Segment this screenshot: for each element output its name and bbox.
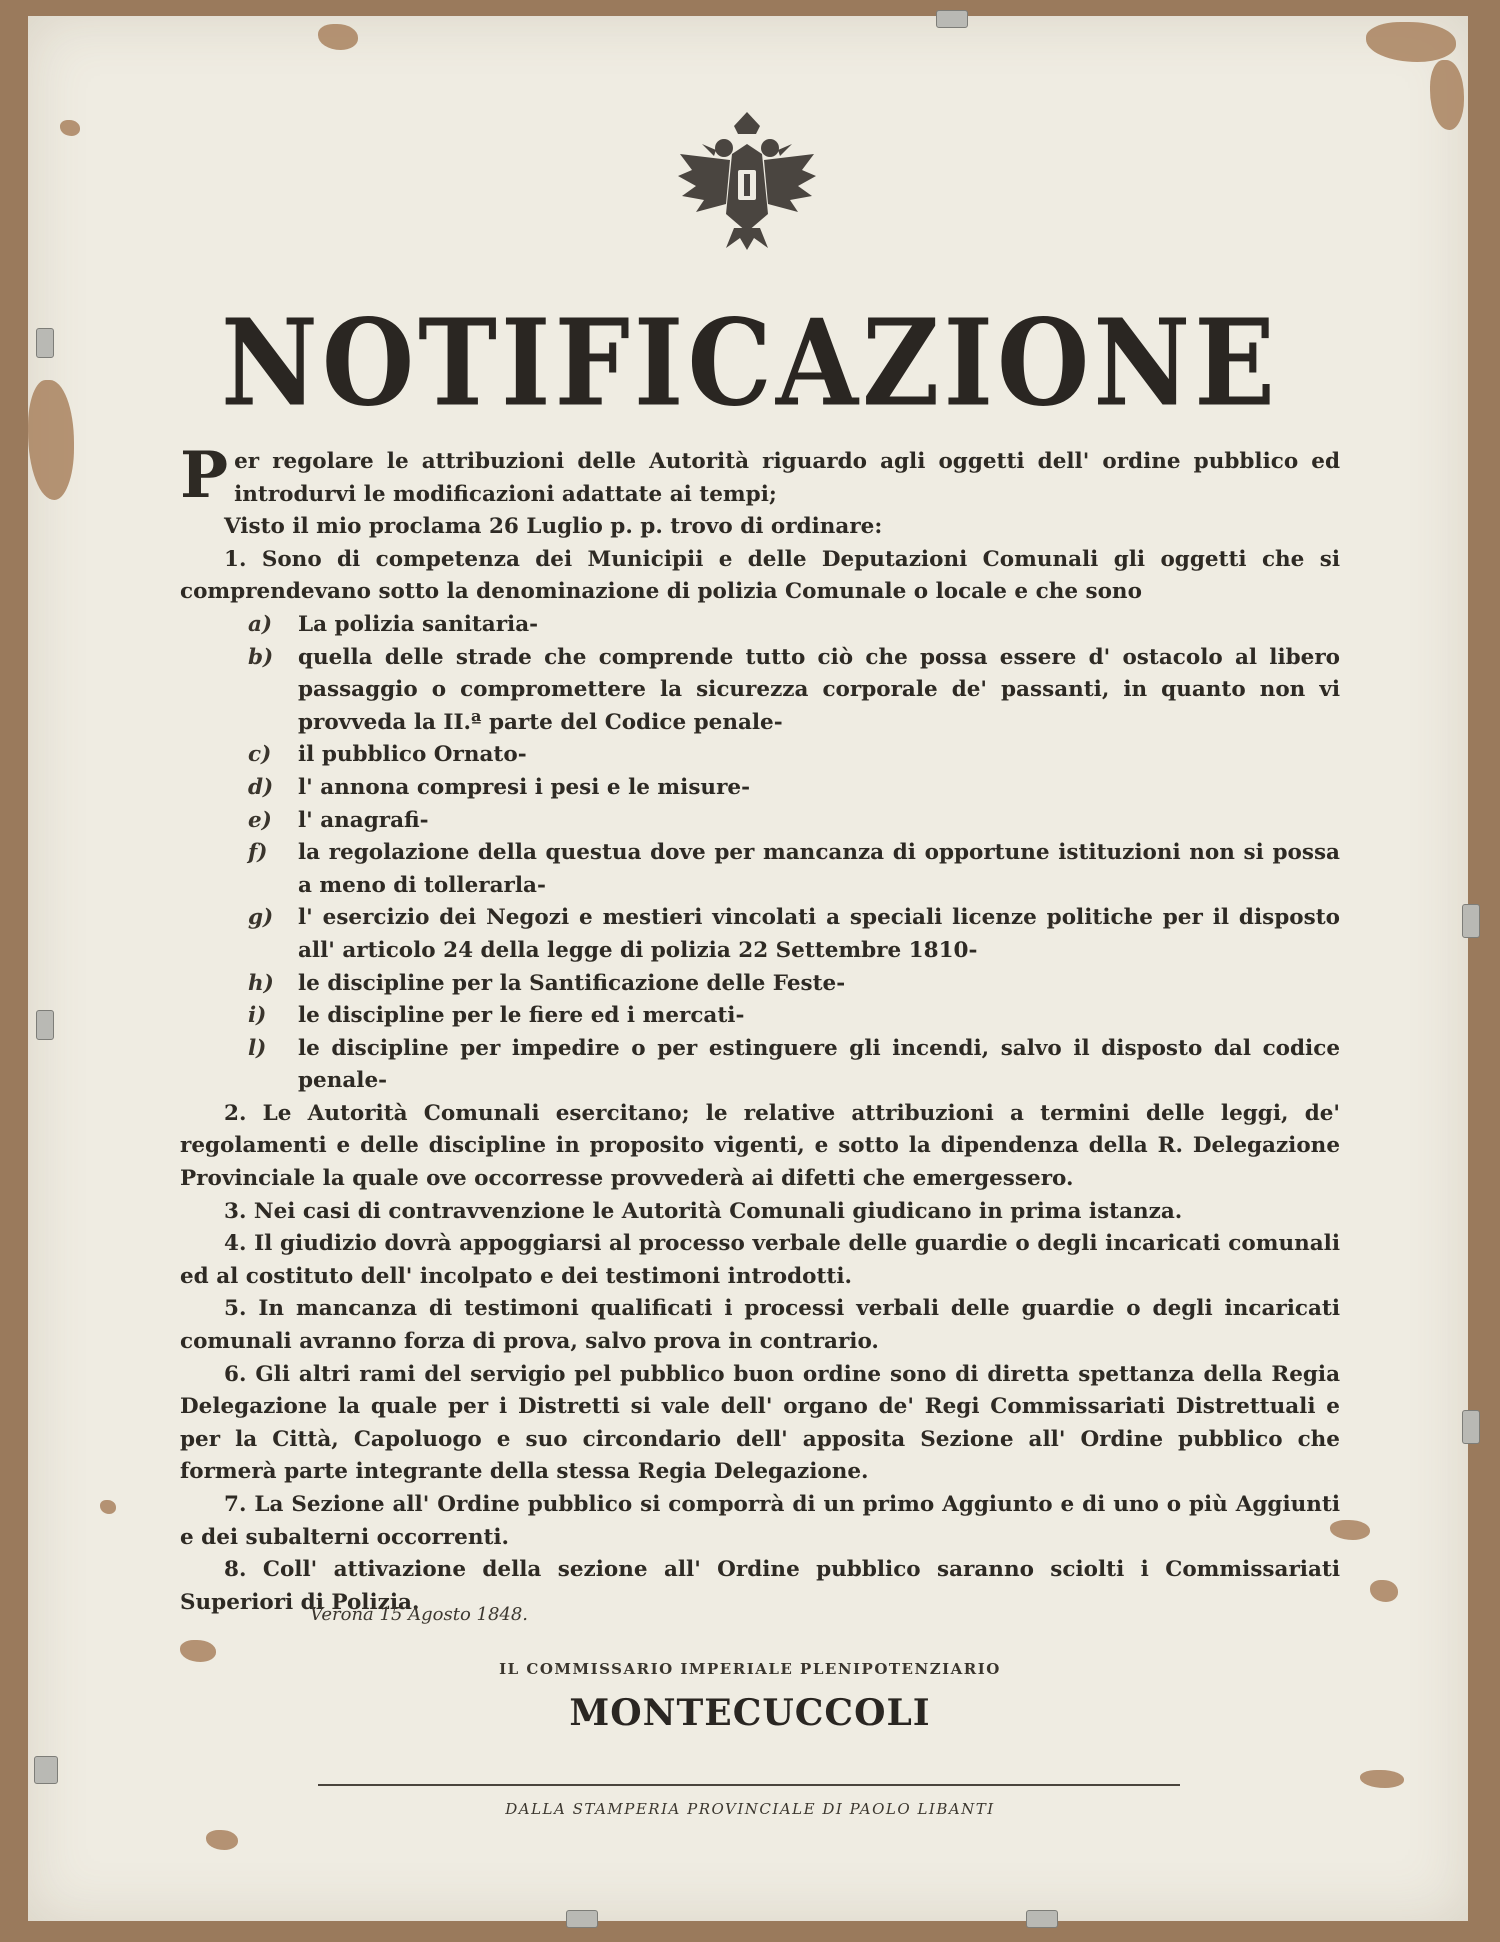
- stain: [100, 1500, 116, 1514]
- article-1-items: [180, 609, 1340, 1098]
- place-date: Verona 15 Agosto 1848.: [310, 1604, 529, 1625]
- intro-paragraph: [180, 438, 1340, 513]
- item-text: quella delle strade che comprende tutto ciò che possa essere d' ostacolo al libero passaggio o compromettere la sicurezza corporale de' passanti, in quanto non vi provveda la II.ª parte del Codice penale-: [298, 644, 1340, 735]
- item-marker: a): [248, 611, 273, 637]
- article-7: 7. La Sezione all' Ordine pubblico si comporrà di un primo Aggiunto e di uno o più Aggiunti e dei subalterni occorrenti.: [180, 1492, 1340, 1550]
- frame-clip: [936, 10, 968, 28]
- list-item: [180, 1033, 1340, 1098]
- list-item: [180, 609, 1340, 642]
- visto-line: Visto il mio proclama 26 Luglio p. p. trovo di ordinare:: [224, 514, 883, 540]
- notice-title: NOTIFICAZIONE: [220, 292, 1280, 433]
- divider: [318, 1784, 1180, 1786]
- stain: [60, 120, 80, 136]
- list-item: [180, 1000, 1340, 1033]
- item-marker: g): [248, 905, 274, 931]
- item-marker: d): [248, 774, 274, 800]
- frame-clip: [1462, 904, 1480, 938]
- list-item: [180, 772, 1340, 805]
- item-text: le discipline per le fiere ed i mercati-: [298, 1003, 745, 1029]
- list-item: [180, 902, 1340, 967]
- double-headed-eagle-icon: [672, 104, 822, 254]
- item-text: La polizia sanitaria-: [298, 611, 539, 637]
- article-4: 4. Il giudizio dovrà appoggiarsi al processo verbale delle guardie o degli incaricati comunali ed al costituto dell' incolpato e dei testimoni introdotti.: [180, 1231, 1340, 1289]
- item-text: le discipline per la Santificazione delle Feste-: [298, 970, 846, 996]
- item-marker: b): [248, 644, 274, 670]
- frame-clip: [36, 1010, 54, 1040]
- list-item: [180, 968, 1340, 1001]
- item-marker: f): [248, 840, 268, 866]
- frame-clip: [566, 1910, 598, 1928]
- item-text: l' esercizio dei Negozi e mestieri vincolati a speciali licenze politiche per il disposto all' articolo 24 della legge di polizia 22 Settembre 1810-: [298, 905, 1340, 963]
- notice-body: [180, 438, 1340, 1619]
- article-5: 5. In mancanza di testimoni qualificati i processi verbali delle guardie o degli incaricati comunali avranno forza di prova, salvo prova in contrario.: [180, 1296, 1340, 1355]
- printer-line: DALLA STAMPERIA PROVINCIALE DI PAOLO LIBANTI: [505, 1800, 995, 1818]
- item-marker: i): [248, 1003, 267, 1029]
- article-2: 2. Le Autorità Comunali esercitano; le relative attribuzioni a termini delle leggi, de' regolamenti e delle discipline in proposito vigenti, e sotto la dipendenza della R. Delegazione Provinciale la quale ove occorresse provvederà ai difetti che emergessero.: [180, 1100, 1340, 1192]
- intro-text: er regolare le attribuzioni delle Autorità riguardo agli oggetti dell' ordine pubblico ed introdurvi le modificazioni adattate ai tempi;: [234, 449, 1340, 507]
- list-item: [180, 837, 1340, 902]
- item-marker: h): [248, 970, 274, 996]
- item-text: l' anagrafi-: [298, 807, 429, 833]
- article-6: 6. Gli altri rami del servigio pel pubblico buon ordine sono di diretta spettanza della Regia Delegazione la quale per i Distretti si vale dell' organo de' Regi Commissariati Distrettuali e per la Città, Capoluogo e suo circondario dell' apposita Sezione all' Ordine pubblico che formerà parte integrante della stessa Regia Delegazione.: [180, 1361, 1340, 1485]
- list-item: [180, 805, 1340, 838]
- item-text: il pubblico Ornato-: [298, 742, 527, 768]
- frame-clip: [1462, 1410, 1480, 1444]
- frame-clip: [1026, 1910, 1058, 1928]
- item-text: le discipline per impedire o per estinguere gli incendi, salvo il disposto dal codice penale-: [298, 1035, 1340, 1094]
- stain: [1370, 1580, 1398, 1602]
- item-text: l' annona compresi i pesi e le misure-: [298, 774, 750, 800]
- article-8: 8. Coll' attivazione della sezione all' Ordine pubblico saranno sciolti i Commissariati Superiori di Polizia.: [180, 1557, 1340, 1615]
- list-item: [180, 642, 1340, 740]
- list-item: [180, 739, 1340, 772]
- drop-cap: P: [180, 438, 229, 513]
- frame-clip: [34, 1756, 58, 1784]
- signer-office: IL COMMISSARIO IMPERIALE PLENIPOTENZIARIO: [499, 1660, 1001, 1678]
- article-3: 3. Nei casi di contravvenzione le Autorità Comunali giudicano in prima istanza.: [224, 1198, 1183, 1224]
- signer-name: MONTECUCCOLI: [569, 1692, 931, 1734]
- item-marker: l): [248, 1035, 267, 1061]
- item-marker: c): [248, 742, 272, 768]
- article-1: 1. Sono di competenza dei Municipii e delle Deputazioni Comunali gli oggetti che si comprendevano sotto la denominazione di polizia Comunale o locale e che sono: [180, 546, 1340, 605]
- item-text: la regolazione della questua dove per mancanza di opportune istituzioni non si possa a meno di tollerarla-: [298, 840, 1340, 898]
- item-marker: e): [248, 807, 272, 833]
